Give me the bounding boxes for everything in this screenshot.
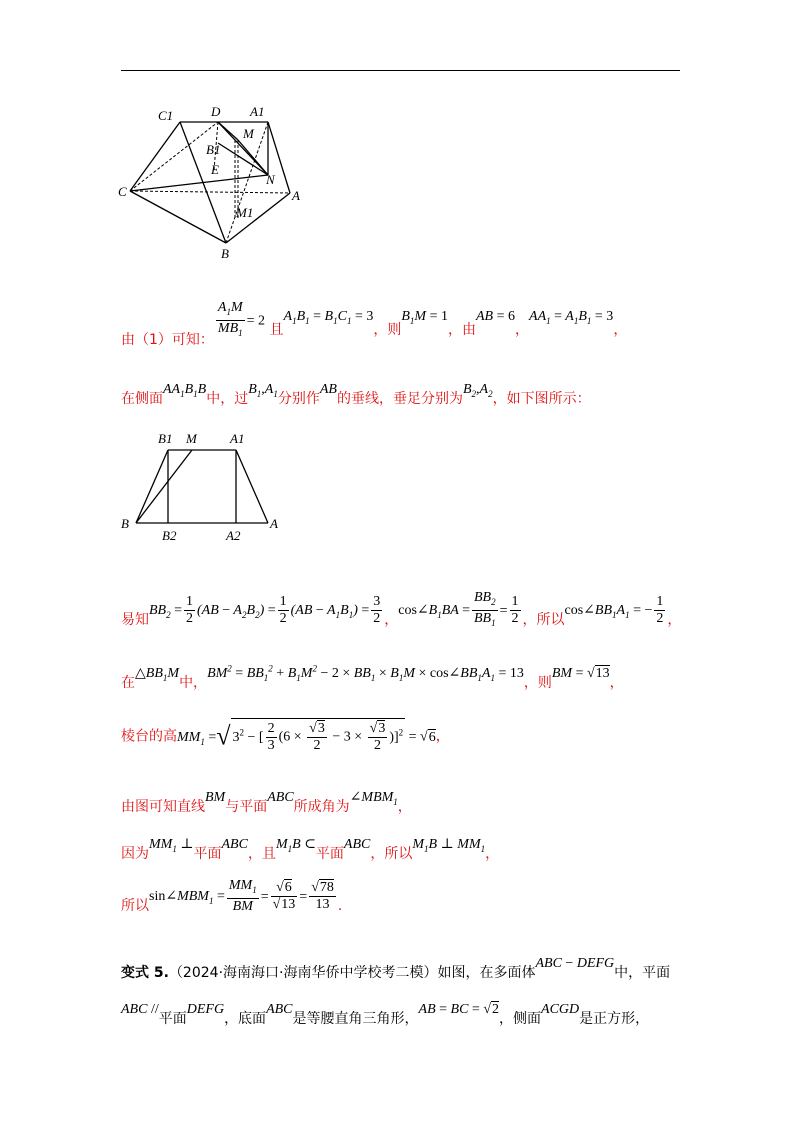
line7-plane2: 平面 xyxy=(315,846,344,862)
line2-end: ，如下图所示： xyxy=(492,391,591,407)
label-m: M xyxy=(243,126,254,141)
line3-comma: ， xyxy=(384,612,399,629)
variant2-plane: 平面 xyxy=(158,1011,187,1027)
line4-end: ， xyxy=(609,675,624,691)
label-c1: C1 xyxy=(158,108,174,123)
line2-perp: 的垂线，垂足分别为 xyxy=(336,391,463,407)
line7-end: ， xyxy=(485,846,500,862)
solution-line-1: 由（1）可知： $\frac{A_1M}{MB_1}$ = 2 且$A_1B_1 = B_1C_1 = 3$，则$B_1M = 1$，由AB = 6，$AA_1 = A_1B_1 = 3$， xyxy=(121,300,628,349)
label-a1: A1 xyxy=(250,104,265,119)
line7-so: ，所以 xyxy=(370,846,413,862)
label-m: M xyxy=(186,431,197,446)
variant-mid: 中，平面 xyxy=(614,965,671,981)
line1-then: ，则 xyxy=(373,322,402,339)
solution-line-5: 棱台的高$MM_1$ =√ $3^2$ − [ $\frac{2}{3}$ (6 × $\frac{√3}{2}$ − 3 × $\frac{√3}{2}$ )]$^2$ = √6， xyxy=(121,718,450,754)
line5-end: ， xyxy=(435,728,450,745)
header-rule xyxy=(121,70,680,71)
frustum-figure xyxy=(118,100,308,265)
label-n: N xyxy=(266,172,275,187)
solution-line-6: 由图可知直线BM与平面ABC所成角为$\angle MBM_1$， xyxy=(121,790,412,815)
line1-lead: 由（1）可知： xyxy=(121,332,214,349)
label-b1: B1 xyxy=(206,142,221,157)
variant2-base: ，底面 xyxy=(224,1011,267,1027)
line7-plane: 平面 xyxy=(193,846,222,862)
line4-mid: 中， xyxy=(179,675,208,691)
solution-line-2: 在侧面$AA_1B_1B$中，过$B_1,A_1$分别作AB的垂线，垂足分别为$B_2,A_2$，如下图所示： xyxy=(121,382,591,407)
variant2-square: 是正方形， xyxy=(579,1011,650,1027)
variant5-line-1: 变式 5.（2024·海南海口·海南华侨中学校考二模）如图，在多面体ABC − DEFG中，平面 xyxy=(121,956,671,981)
solution-line-3: 易知$BB_2$ = $\frac{1}{2}$ $(AB - A_2B_2)$ = $\frac{1}{2}$ $(AB - A_1B_1)$ = $\frac{3}{2}$ ，$\cos\angle B_1BA$ = $\frac{BB_2}{BB_1}$ = $\frac{1}{2}$ ，所以$\cos\angle BB_1A_1$ = − $\frac{1}{2}$ ， xyxy=(121,590,682,629)
line8-end: . xyxy=(337,898,343,915)
solution-line-4: 在$\triangle BB_1M$中，$BM^2 = BB_1^2 + B_1M^2 - 2 \times BB_1 \times B_1M$ × $\cos\angle BB_1A_1 = 13$，则BM = √13， xyxy=(121,663,624,691)
label-a: A xyxy=(270,516,278,531)
line3-lead: 易知 xyxy=(121,612,149,629)
line5-lead: 棱台的高 xyxy=(121,728,177,745)
label-b1: B1 xyxy=(158,431,173,446)
line6-end: ， xyxy=(397,799,412,815)
variant2-iso: 是等腰直角三角形， xyxy=(292,1011,419,1027)
label-e: E xyxy=(211,162,219,177)
line6-lead: 由图可知直线 xyxy=(121,799,205,815)
line8-lead: 所以 xyxy=(121,898,149,915)
label-b2: B2 xyxy=(162,528,177,543)
ratio-fraction: $\frac{A_1M}{MB_1}$ xyxy=(217,300,243,338)
line7-and: ，且 xyxy=(247,846,276,862)
label-a1: A1 xyxy=(230,431,245,446)
variant2-side: ，侧面 xyxy=(499,1011,542,1027)
label-b: B xyxy=(121,516,129,531)
line7-lead: 因为 xyxy=(121,846,149,862)
label-c: C xyxy=(118,184,127,199)
trapezoid-figure xyxy=(118,428,288,546)
line4-lead: 在 xyxy=(121,675,135,691)
line6-mid: 与平面 xyxy=(225,799,268,815)
variant5-line-2: ABC //平面DEFG，底面ABC是等腰直角三角形，AB = BC = √2，侧面ACGD是正方形， xyxy=(121,1002,650,1027)
solution-line-8: 所以$\sin\angle MBM_1$ = $\frac{MM_1}{BM}$ = $\frac{√6}{√13}$ = $\frac{√78}{13}$ . xyxy=(121,878,343,915)
label-a2: A2 xyxy=(226,528,241,543)
line2-mid2: 分别作 xyxy=(277,391,320,407)
label-d: D xyxy=(211,104,221,119)
line1-and: 且 xyxy=(269,322,284,339)
line1-by: ，由 xyxy=(448,322,476,339)
line4-then: ，则 xyxy=(523,675,552,691)
variant-title: 变式 5. xyxy=(121,965,169,981)
line3-so: ，所以 xyxy=(522,612,565,629)
line3-end: ， xyxy=(667,612,682,629)
line2-lead: 在侧面 xyxy=(121,391,163,407)
label-a: A xyxy=(292,188,300,203)
label-m1: M1 xyxy=(236,205,254,220)
label-b: B xyxy=(221,246,229,261)
variant-source: （2024·海南海口·海南华侨中学校考二模）如图，在多面体 xyxy=(168,965,536,981)
solution-line-7: 因为$MM_1$ ⊥平面ABC，且$M_1B$ ⊂平面ABC，所以$M_1B$ ⊥ $MM_1$， xyxy=(121,837,500,862)
line1-end: ， xyxy=(613,322,628,339)
line2-mid: 中，过 xyxy=(206,391,249,407)
line1-comma: ， xyxy=(515,322,530,339)
line6-mid2: 所成角为 xyxy=(293,799,350,815)
